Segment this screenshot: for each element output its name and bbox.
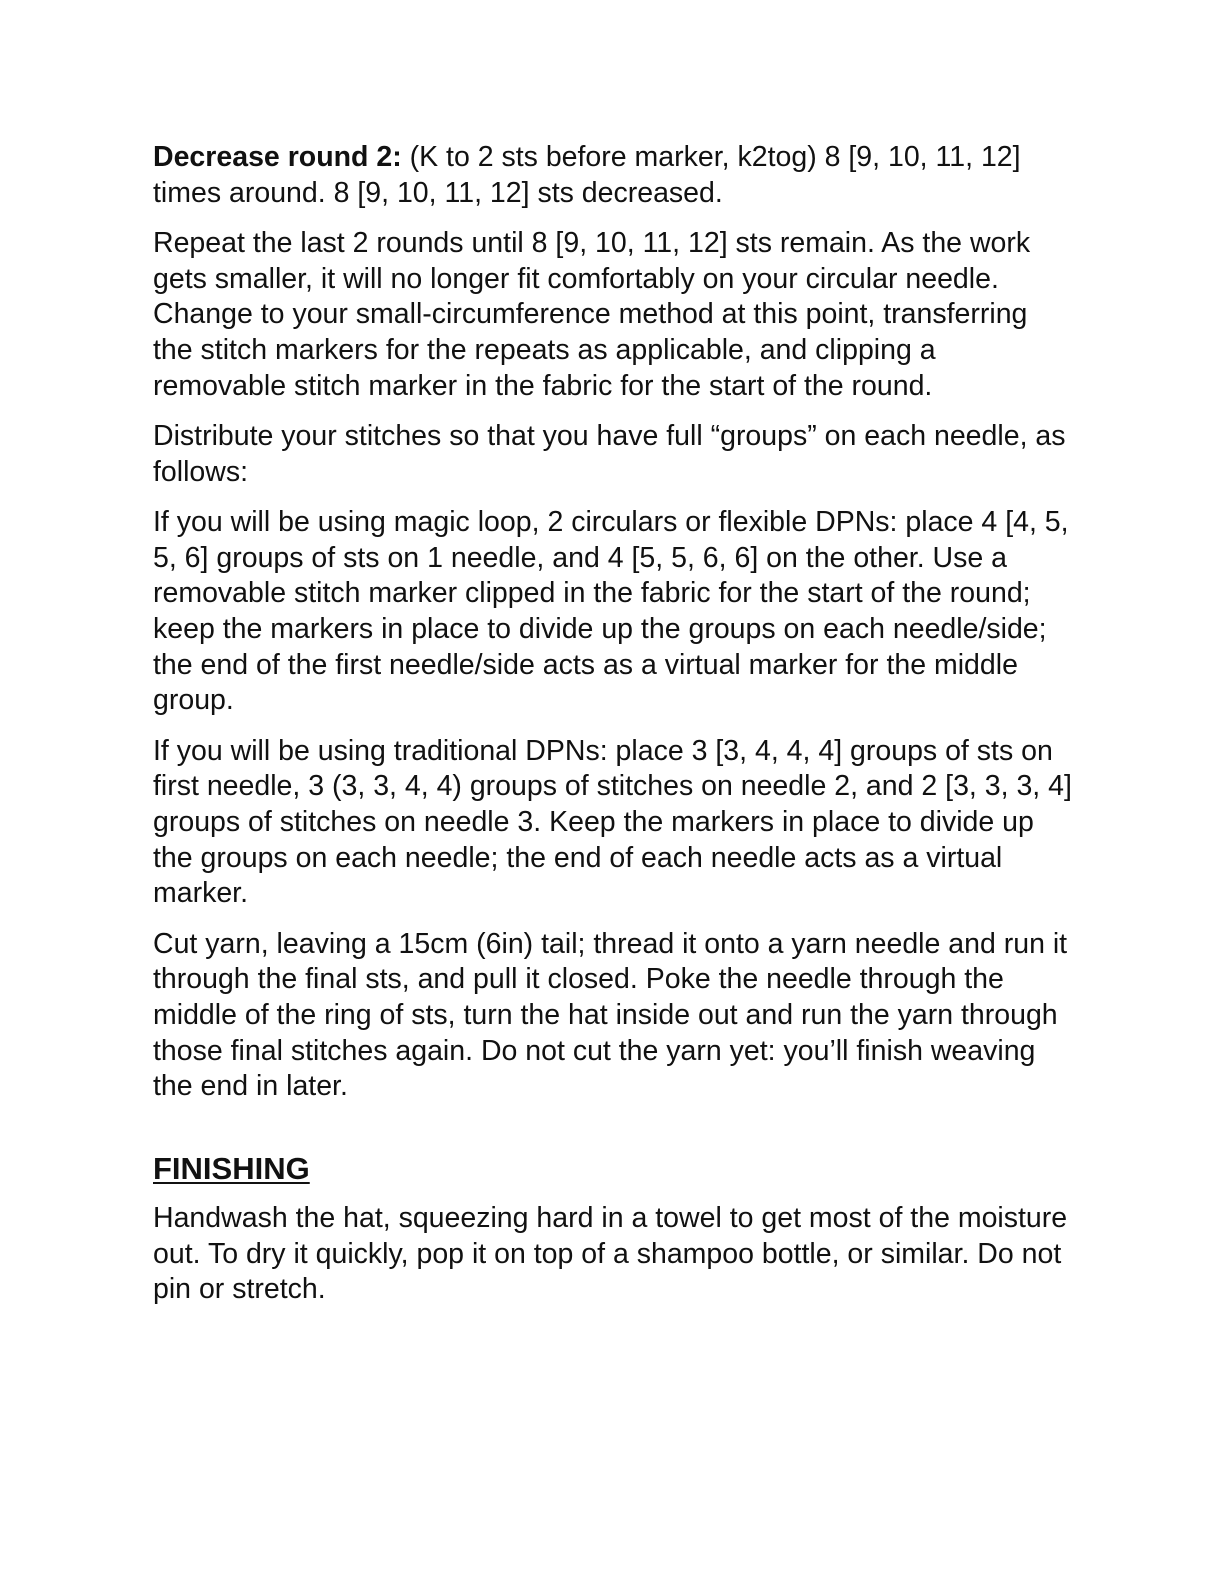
traditional-dpns-paragraph: If you will be using traditional DPNs: place 3 [3, 4, 4, 4] groups of sts on first needle, 3 (3, 3, 4, 4) groups of stitches on needle 2, and 2 [3, 3, 3, 4] groups of stitches on needle 3. Keep the markers in place to divide up the groups on each needle; the end of each needle acts as a virtual marker. [153,734,1072,910]
cut-yarn-paragraph: Cut yarn, leaving a 15cm (6in) tail; thread it onto a yarn needle and run it through the final sts, and pull it closed. Poke the needle through the middle of the ring of sts, turn the hat inside out and run the yarn through those final stitches again. Do not cut the yarn yet: you’ll finish weaving the end in later. [153,927,1068,1103]
repeat-paragraph: Repeat the last 2 rounds until 8 [9, 10, 11, 12] sts remain. As the work gets smaller, it will no longer fit comfortably on your circular needle. Change to your small-circumference method at this point, transferring the stitch markers for the repeats as applicable, and clipping a removable stitch marker in the fabric for the start of the round. [153,226,1031,402]
finishing-heading: FINISHING [153,1151,310,1187]
document-page [153,140,1073,1323]
magic-loop-paragraph: If you will be using magic loop, 2 circulars or flexible DPNs: place 4 [4, 5, 5, 6] groups of sts on 1 needle, and 4 [5, 5, 6, 6] on the other. Use a removable stitch marker clipped in the fabric for the start of the round; keep the markers in place to divide up the groups on each needle/side; the end of the first needle/side acts as a virtual marker for the middle group. [153,505,1069,717]
finishing-paragraph: Handwash the hat, squeezing hard in a towel to get most of the moisture out. To dry it quickly, pop it on top of a shampoo bottle, or similar. Do not pin or stretch. [153,1202,1068,1306]
decrease-round-text: (K to 2 sts before marker, k2tog) 8 [9, 10, 11, 12] times around. 8 [9, 10, 11, 12] sts decreased. [153,141,1021,209]
distribute-paragraph: Distribute your stitches so that you have full “groups” on each needle, as follows: [153,419,1066,488]
decrease-round-paragraph [153,140,1073,211]
decrease-round-label: Decrease round 2: [153,141,402,173]
